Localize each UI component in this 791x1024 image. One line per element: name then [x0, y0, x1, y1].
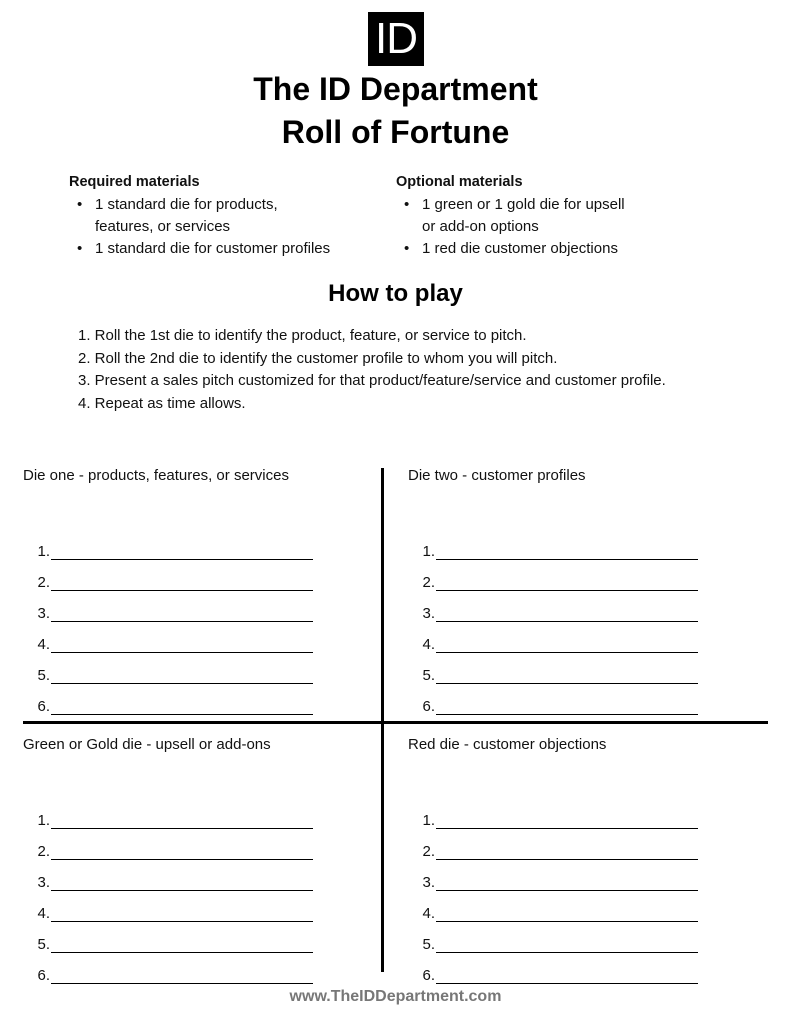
blank-line — [436, 607, 698, 622]
page-title: The ID Department — [253, 71, 538, 107]
page-subtitle: Roll of Fortune — [281, 114, 510, 150]
blank-line — [436, 545, 698, 560]
row-number: 2. — [422, 843, 435, 860]
list-item-text: 1 standard die for products, — [95, 196, 278, 213]
step-item: 3. Present a sales pitch customized for that product/feature/service and customer profile. — [78, 372, 666, 389]
blank-line — [436, 907, 698, 922]
row-number: 5. — [422, 667, 435, 684]
quadrant-title: Die two - customer profiles — [408, 467, 586, 484]
quadrant-title: Red die - customer objections — [408, 736, 607, 753]
list-item — [396, 238, 726, 260]
quadrant-red-die — [408, 736, 748, 984]
blank-line — [51, 700, 313, 715]
bullet-icon: • — [77, 240, 83, 257]
blank-line — [51, 669, 313, 684]
id-logo: ID — [368, 12, 424, 66]
blank-line — [51, 576, 313, 591]
fill-in-row — [420, 684, 748, 715]
bullet-icon: • — [77, 196, 83, 213]
row-number: 5. — [422, 936, 435, 953]
blank-line — [51, 814, 313, 829]
fill-in-row — [420, 953, 748, 984]
step-item: 1. Roll the 1st die to identify the product, feature, or service to pitch. — [78, 327, 527, 344]
row-number: 6. — [37, 698, 50, 715]
blank-line — [436, 669, 698, 684]
fill-in-list — [35, 529, 363, 715]
fill-in-row — [420, 529, 748, 560]
fill-in-row — [35, 591, 363, 622]
blank-line — [51, 638, 313, 653]
website-link[interactable]: www.TheIDDepartment.com — [289, 988, 502, 1005]
list-item-text: 1 green or 1 gold die for upsell — [422, 196, 625, 213]
blank-line — [51, 969, 313, 984]
blank-line — [436, 576, 698, 591]
fill-in-row — [35, 922, 363, 953]
how-to-play-steps — [78, 325, 666, 415]
row-number: 1. — [37, 812, 50, 829]
step-item: 2. Roll the 2nd die to identify the customer profile to whom you will pitch. — [78, 349, 558, 367]
row-number: 6. — [37, 967, 50, 984]
blank-line — [436, 938, 698, 953]
blank-line — [51, 876, 313, 891]
blank-line — [51, 845, 313, 860]
blank-line — [51, 907, 313, 922]
optional-materials-list — [396, 194, 726, 260]
fill-in-row — [420, 653, 748, 684]
quadrant-title: Die one - products, features, or services — [23, 467, 289, 484]
fill-in-row — [420, 922, 748, 953]
fill-in-row — [35, 953, 363, 984]
blank-line — [51, 545, 313, 560]
fill-in-row — [420, 798, 748, 829]
fill-in-row — [35, 860, 363, 891]
bullet-icon: • — [404, 196, 410, 213]
list-item-text: 1 standard die for customer profiles — [95, 240, 331, 257]
fill-in-row — [35, 891, 363, 922]
fill-in-list — [35, 798, 363, 984]
required-materials-list — [69, 194, 379, 260]
row-number: 3. — [37, 605, 50, 622]
fill-in-row — [35, 684, 363, 715]
list-item-text: 1 red die customer objections — [422, 240, 618, 257]
row-number: 3. — [422, 874, 435, 891]
required-materials — [69, 174, 379, 260]
bullet-icon: • — [404, 240, 410, 257]
list-item — [69, 238, 379, 260]
fill-in-list — [420, 529, 748, 715]
row-number: 1. — [422, 812, 435, 829]
step-item: 4. Repeat as time allows. — [78, 394, 246, 412]
row-number: 3. — [37, 874, 50, 891]
list-item — [69, 194, 379, 238]
row-number: 3. — [422, 605, 435, 622]
fill-in-row — [420, 891, 748, 922]
row-number: 4. — [37, 636, 50, 653]
blank-line — [436, 845, 698, 860]
list-item — [396, 194, 726, 238]
quadrant-green-gold-die — [23, 736, 363, 984]
blank-line — [436, 700, 698, 715]
blank-line — [436, 969, 698, 984]
fill-in-row — [420, 560, 748, 591]
row-number: 4. — [422, 636, 435, 653]
vertical-divider — [381, 468, 384, 972]
fill-in-row — [420, 829, 748, 860]
fill-in-row — [35, 529, 363, 560]
row-number: 1. — [422, 543, 435, 560]
list-item-text: features, or services — [95, 218, 231, 235]
quadrant-title: Green or Gold die - upsell or add-ons — [23, 736, 271, 753]
row-number: 5. — [37, 667, 50, 684]
row-number: 5. — [37, 936, 50, 953]
optional-materials-heading: Optional materials — [396, 174, 523, 190]
optional-materials — [396, 174, 726, 260]
row-number: 4. — [422, 905, 435, 922]
row-number: 6. — [422, 698, 435, 715]
row-number: 6. — [422, 967, 435, 984]
fill-in-row — [35, 829, 363, 860]
horizontal-divider — [23, 721, 768, 724]
blank-line — [436, 638, 698, 653]
fill-in-row — [35, 622, 363, 653]
fill-in-row — [420, 591, 748, 622]
fill-in-row — [420, 860, 748, 891]
row-number: 1. — [37, 543, 50, 560]
row-number: 4. — [37, 905, 50, 922]
required-materials-heading: Required materials — [69, 174, 200, 190]
fill-in-row — [35, 560, 363, 591]
fill-in-list — [420, 798, 748, 984]
row-number: 2. — [422, 574, 435, 591]
fill-in-row — [420, 622, 748, 653]
how-to-play-heading: How to play — [328, 280, 463, 307]
row-number: 2. — [37, 574, 50, 591]
blank-line — [436, 876, 698, 891]
blank-line — [436, 814, 698, 829]
row-number: 2. — [37, 843, 50, 860]
quadrant-die-two — [408, 467, 748, 715]
blank-line — [51, 938, 313, 953]
fill-in-row — [35, 798, 363, 829]
fill-in-row — [35, 653, 363, 684]
quadrant-die-one — [23, 467, 363, 715]
list-item-text: or add-on options — [422, 218, 539, 235]
blank-line — [51, 607, 313, 622]
